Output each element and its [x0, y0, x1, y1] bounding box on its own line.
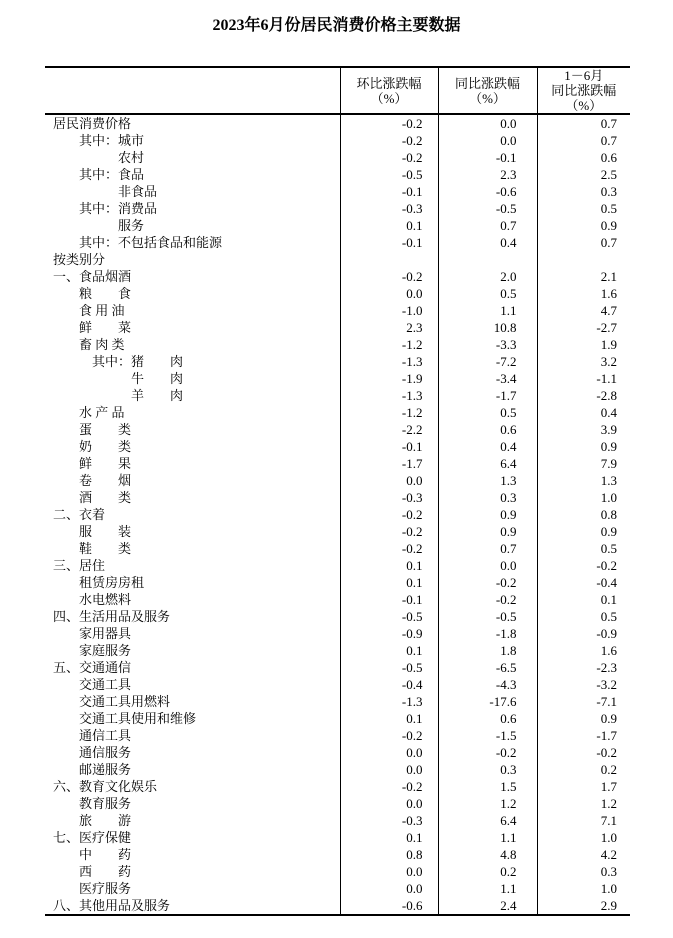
row-label: 二、衣着 — [53, 507, 106, 522]
value-ytd: 1.0 — [537, 489, 630, 506]
row-label: 畜 肉 类 — [53, 337, 125, 352]
value-yoy: 0.6 — [438, 421, 537, 438]
value-mom: 0.1 — [340, 710, 438, 727]
value-yoy — [438, 251, 537, 268]
value-ytd: 1.6 — [537, 285, 630, 302]
row-label: 七、医疗保健 — [53, 830, 132, 845]
value-mom: -0.2 — [340, 114, 438, 132]
value-yoy: 0.5 — [438, 285, 537, 302]
value-mom: -0.3 — [340, 812, 438, 829]
value-yoy: -0.1 — [438, 149, 537, 166]
value-ytd: 0.5 — [537, 608, 630, 625]
table-row — [45, 421, 630, 438]
table-row — [45, 557, 630, 574]
value-mom: -2.2 — [340, 421, 438, 438]
row-label: 通信工具 — [53, 728, 132, 743]
row-label: 一、食品烟酒 — [53, 269, 132, 284]
value-yoy: 1.8 — [438, 642, 537, 659]
column-header-yoy — [438, 67, 537, 114]
value-yoy: 1.3 — [438, 472, 537, 489]
row-label: 邮递服务 — [53, 762, 132, 777]
value-mom: -0.3 — [340, 200, 438, 217]
row-label: 旅 游 — [53, 813, 132, 828]
value-ytd: 1.3 — [537, 472, 630, 489]
value-ytd: 1.6 — [537, 642, 630, 659]
column-header-ytd — [537, 67, 630, 114]
table-row — [45, 659, 630, 676]
value-ytd: 3.2 — [537, 353, 630, 370]
value-yoy: 0.2 — [438, 863, 537, 880]
value-mom: 2.3 — [340, 319, 438, 336]
table-row — [45, 455, 630, 472]
table-row — [45, 251, 630, 268]
row-label: 蛋 类 — [53, 422, 132, 437]
header-line: （%） — [565, 98, 603, 113]
row-label: 酒 类 — [53, 490, 132, 505]
value-mom: -1.2 — [340, 336, 438, 353]
value-yoy: 1.1 — [438, 880, 537, 897]
table-row — [45, 285, 630, 302]
corner-cell — [45, 67, 340, 114]
table-row — [45, 642, 630, 659]
table-row — [45, 608, 630, 625]
value-mom: -0.2 — [340, 778, 438, 795]
value-yoy: 2.4 — [438, 897, 537, 915]
cpi-table — [45, 66, 630, 916]
value-yoy: -3.3 — [438, 336, 537, 353]
table-body — [45, 114, 630, 915]
value-mom: 0.0 — [340, 744, 438, 761]
value-yoy: 0.3 — [438, 489, 537, 506]
row-label: 鲜 菜 — [53, 320, 132, 335]
row-label: 医疗服务 — [53, 881, 132, 896]
value-ytd: 0.9 — [537, 710, 630, 727]
table-row — [45, 795, 630, 812]
value-ytd: 0.8 — [537, 506, 630, 523]
value-yoy: 4.8 — [438, 846, 537, 863]
value-mom: -0.2 — [340, 523, 438, 540]
value-mom: -0.2 — [340, 268, 438, 285]
row-label: 租赁房房租 — [53, 575, 145, 590]
value-yoy: -0.2 — [438, 744, 537, 761]
value-ytd: 4.7 — [537, 302, 630, 319]
row-label: 其中：城市 — [53, 133, 145, 148]
table-row — [45, 472, 630, 489]
value-ytd: 7.1 — [537, 812, 630, 829]
table-row — [45, 727, 630, 744]
value-yoy: -0.6 — [438, 183, 537, 200]
value-yoy: -0.5 — [438, 608, 537, 625]
value-yoy: 2.0 — [438, 268, 537, 285]
value-mom: 0.1 — [340, 829, 438, 846]
value-ytd: -7.1 — [537, 693, 630, 710]
row-label: 居民消费价格 — [53, 116, 132, 131]
table-row — [45, 166, 630, 183]
table-row — [45, 319, 630, 336]
row-label: 农村 — [53, 150, 145, 165]
value-yoy: 0.4 — [438, 234, 537, 251]
value-mom — [340, 251, 438, 268]
value-ytd: -2.3 — [537, 659, 630, 676]
row-label: 其中：食品 — [53, 167, 145, 182]
value-ytd: -2.7 — [537, 319, 630, 336]
table-row — [45, 183, 630, 200]
value-yoy: 0.4 — [438, 438, 537, 455]
value-ytd: 0.3 — [537, 183, 630, 200]
row-label: 服务 — [53, 218, 145, 233]
row-label: 六、教育文化娱乐 — [53, 779, 158, 794]
value-ytd: 0.9 — [537, 438, 630, 455]
value-ytd — [537, 251, 630, 268]
row-label: 其中：消费品 — [53, 201, 158, 216]
value-mom: -0.3 — [340, 489, 438, 506]
table-row — [45, 591, 630, 608]
value-yoy: 0.0 — [438, 114, 537, 132]
value-ytd: 2.9 — [537, 897, 630, 915]
value-mom: -1.3 — [340, 693, 438, 710]
value-mom: -1.7 — [340, 455, 438, 472]
table-row — [45, 217, 630, 234]
row-label: 服 装 — [53, 524, 132, 539]
value-ytd: 3.9 — [537, 421, 630, 438]
row-label: 按类别分 — [53, 252, 106, 267]
header-line: （%） — [370, 90, 408, 106]
value-mom: -0.5 — [340, 659, 438, 676]
value-yoy: -1.5 — [438, 727, 537, 744]
value-yoy: -0.2 — [438, 574, 537, 591]
value-mom: -1.0 — [340, 302, 438, 319]
value-ytd: -2.8 — [537, 387, 630, 404]
value-mom: -0.1 — [340, 234, 438, 251]
value-ytd: 0.4 — [537, 404, 630, 421]
row-label: 鞋 类 — [53, 541, 132, 556]
value-mom: -1.9 — [340, 370, 438, 387]
table-row — [45, 574, 630, 591]
row-label: 交通工具用燃料 — [53, 694, 171, 709]
row-label: 五、交通通信 — [53, 660, 132, 675]
value-yoy: 0.3 — [438, 761, 537, 778]
value-yoy: 2.3 — [438, 166, 537, 183]
value-yoy: -6.5 — [438, 659, 537, 676]
table-row — [45, 625, 630, 642]
header-line: 同比涨跌幅 — [551, 83, 617, 98]
value-yoy: 0.5 — [438, 404, 537, 421]
table-row — [45, 149, 630, 166]
column-header-mom — [340, 67, 438, 114]
header-line: 环比涨跌幅 — [356, 75, 422, 91]
value-ytd: -3.2 — [537, 676, 630, 693]
value-mom: 0.1 — [340, 642, 438, 659]
value-ytd: 0.1 — [537, 591, 630, 608]
value-ytd: -1.1 — [537, 370, 630, 387]
row-label: 食 用 油 — [53, 303, 125, 318]
row-label: 交通工具使用和维修 — [53, 711, 197, 726]
table-row — [45, 897, 630, 915]
row-label: 粮 食 — [53, 286, 132, 301]
row-label: 其中：猪 肉 — [53, 354, 184, 369]
value-ytd: 0.2 — [537, 761, 630, 778]
value-yoy: 0.7 — [438, 540, 537, 557]
value-yoy: 1.2 — [438, 795, 537, 812]
table-row — [45, 880, 630, 897]
value-ytd: 0.9 — [537, 217, 630, 234]
value-ytd: 1.7 — [537, 778, 630, 795]
row-label: 通信服务 — [53, 745, 132, 760]
value-yoy: 6.4 — [438, 812, 537, 829]
value-ytd: 0.7 — [537, 114, 630, 132]
row-label: 鲜 果 — [53, 456, 132, 471]
table-row — [45, 761, 630, 778]
table-row — [45, 489, 630, 506]
value-ytd: -0.2 — [537, 557, 630, 574]
table-row — [45, 387, 630, 404]
value-yoy: 0.9 — [438, 506, 537, 523]
table-row — [45, 302, 630, 319]
row-label: 中 药 — [53, 847, 132, 862]
value-mom: -0.1 — [340, 183, 438, 200]
value-yoy: 0.0 — [438, 132, 537, 149]
value-mom: -1.3 — [340, 353, 438, 370]
header-row — [45, 67, 630, 114]
value-mom: -0.2 — [340, 132, 438, 149]
table-row — [45, 812, 630, 829]
table-header — [45, 67, 630, 114]
row-label: 教育服务 — [53, 796, 132, 811]
row-label: 交通工具 — [53, 677, 132, 692]
value-yoy: -4.3 — [438, 676, 537, 693]
value-mom: 0.0 — [340, 795, 438, 812]
value-yoy: 1.1 — [438, 829, 537, 846]
value-mom: 0.8 — [340, 846, 438, 863]
value-mom: 0.0 — [340, 880, 438, 897]
row-label: 四、生活用品及服务 — [53, 609, 171, 624]
table-row — [45, 353, 630, 370]
value-ytd: 0.7 — [537, 132, 630, 149]
value-yoy: 1.5 — [438, 778, 537, 795]
row-label: 其中：不包括食品和能源 — [53, 235, 223, 250]
value-yoy: 6.4 — [438, 455, 537, 472]
value-ytd: 2.5 — [537, 166, 630, 183]
value-ytd: -0.2 — [537, 744, 630, 761]
table-row — [45, 829, 630, 846]
value-mom: -0.2 — [340, 540, 438, 557]
table-row — [45, 506, 630, 523]
value-yoy: -1.7 — [438, 387, 537, 404]
value-mom: -0.1 — [340, 591, 438, 608]
page-title: 2023年6月份居民消费价格主要数据 — [212, 17, 461, 34]
value-yoy: -3.4 — [438, 370, 537, 387]
value-yoy: 0.0 — [438, 557, 537, 574]
value-yoy: 0.6 — [438, 710, 537, 727]
value-mom: -0.9 — [340, 625, 438, 642]
value-ytd: 1.2 — [537, 795, 630, 812]
value-mom: -0.5 — [340, 608, 438, 625]
value-ytd: 0.9 — [537, 523, 630, 540]
row-label: 水电燃料 — [53, 592, 132, 607]
value-ytd: 7.9 — [537, 455, 630, 472]
row-label: 水 产 品 — [53, 405, 125, 420]
table-row — [45, 234, 630, 251]
value-mom: -1.2 — [340, 404, 438, 421]
header-line: 同比涨跌幅 — [454, 75, 520, 91]
value-yoy: -17.6 — [438, 693, 537, 710]
value-yoy: 10.8 — [438, 319, 537, 336]
value-mom: -0.6 — [340, 897, 438, 915]
value-mom: -0.2 — [340, 506, 438, 523]
value-mom: 0.0 — [340, 761, 438, 778]
value-mom: -0.1 — [340, 438, 438, 455]
value-yoy: -0.2 — [438, 591, 537, 608]
row-label: 奶 类 — [53, 439, 132, 454]
value-yoy: 0.7 — [438, 217, 537, 234]
value-mom: 0.1 — [340, 557, 438, 574]
value-ytd: 0.5 — [537, 540, 630, 557]
table-row — [45, 114, 630, 132]
value-ytd: 4.2 — [537, 846, 630, 863]
row-label: 家用器具 — [53, 626, 132, 641]
value-mom: 0.0 — [340, 285, 438, 302]
row-label: 三、居住 — [53, 558, 106, 573]
table-row — [45, 404, 630, 421]
value-yoy: -1.8 — [438, 625, 537, 642]
value-mom: -0.5 — [340, 166, 438, 183]
value-mom: 0.1 — [340, 217, 438, 234]
value-ytd: 0.7 — [537, 234, 630, 251]
value-mom: -0.2 — [340, 727, 438, 744]
value-ytd: 0.6 — [537, 149, 630, 166]
value-ytd: 0.3 — [537, 863, 630, 880]
row-label: 西 药 — [53, 864, 132, 879]
value-ytd: -1.7 — [537, 727, 630, 744]
table-row — [45, 370, 630, 387]
value-mom: 0.0 — [340, 863, 438, 880]
value-ytd: 1.9 — [537, 336, 630, 353]
table-row — [45, 676, 630, 693]
row-label: 非食品 — [53, 184, 158, 199]
table-row — [45, 540, 630, 557]
table-row — [45, 336, 630, 353]
value-yoy: -7.2 — [438, 353, 537, 370]
value-ytd: 1.0 — [537, 880, 630, 897]
table-row — [45, 710, 630, 727]
row-label: 家庭服务 — [53, 643, 132, 658]
table-row — [45, 693, 630, 710]
value-ytd: 2.1 — [537, 268, 630, 285]
row-label: 羊 肉 — [53, 388, 184, 403]
table-row — [45, 268, 630, 285]
value-ytd: -0.9 — [537, 625, 630, 642]
value-ytd: -0.4 — [537, 574, 630, 591]
table-row — [45, 744, 630, 761]
value-mom: -0.2 — [340, 149, 438, 166]
value-yoy: -0.5 — [438, 200, 537, 217]
table-row — [45, 132, 630, 149]
value-yoy: 0.9 — [438, 523, 537, 540]
value-yoy: 1.1 — [438, 302, 537, 319]
value-mom: 0.0 — [340, 472, 438, 489]
table-row — [45, 778, 630, 795]
header-line: （%） — [469, 90, 506, 106]
row-label: 八、其他用品及服务 — [53, 898, 171, 913]
value-mom: 0.1 — [340, 574, 438, 591]
table-row — [45, 846, 630, 863]
table-row — [45, 523, 630, 540]
value-mom: -0.4 — [340, 676, 438, 693]
value-ytd: 0.5 — [537, 200, 630, 217]
row-label: 卷 烟 — [53, 473, 132, 488]
header-line: 1－6月 — [564, 68, 604, 83]
value-ytd: 1.0 — [537, 829, 630, 846]
table-row — [45, 200, 630, 217]
row-label: 牛 肉 — [53, 371, 184, 386]
table-row — [45, 863, 630, 880]
value-mom: -1.3 — [340, 387, 438, 404]
table-row — [45, 438, 630, 455]
